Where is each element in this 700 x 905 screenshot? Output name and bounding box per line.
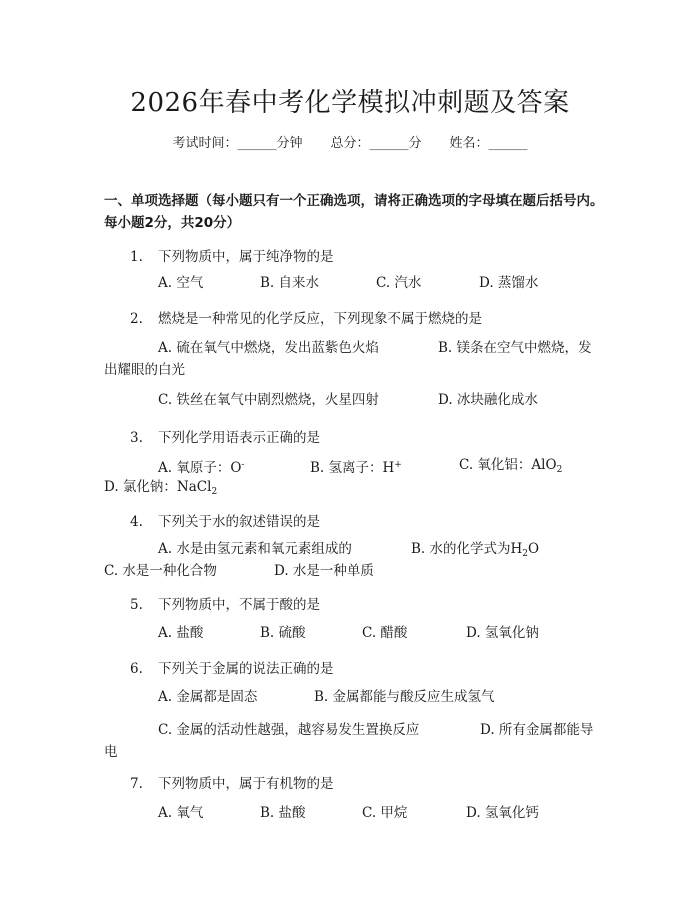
- option-a-text: A. 氧原子：O: [158, 460, 242, 476]
- superscript-plus: +: [394, 460, 402, 470]
- question-4-options: [104, 538, 604, 582]
- question-5: [130, 593, 320, 613]
- option-d-continued: 电: [104, 744, 118, 760]
- option-a: A. 盐酸: [158, 625, 204, 641]
- meta-time: 考试时间：______分钟: [172, 136, 303, 151]
- option-a: A. 金属都是固态: [158, 689, 258, 705]
- option-b-text: B. 水的化学式为H: [411, 541, 523, 557]
- option-b-continued: 出耀眼的白光: [104, 362, 185, 378]
- option-c: C. 铁丝在氧气中剧烈燃烧，火星四射: [158, 392, 379, 408]
- meta-score: 总分：______分: [330, 136, 422, 151]
- question-text: 下列关于水的叙述错误的是: [158, 514, 320, 530]
- exam-meta: [0, 132, 700, 151]
- question-number: 7.: [130, 776, 143, 792]
- option-c: C. 金属的活动性越强，越容易发生置换反应: [158, 722, 420, 738]
- option-a: A. 硫在氧气中燃烧，发出蓝紫色火焰: [158, 340, 379, 356]
- subscript-2: 2: [211, 487, 218, 497]
- option-b: B. 自来水: [260, 275, 320, 291]
- option-c: C. 水是一种化合物: [104, 563, 217, 579]
- option-d: [104, 476, 217, 503]
- question-2-options: [104, 337, 604, 411]
- question-number: 1.: [130, 249, 143, 265]
- option-c: C. 醋酸: [362, 625, 408, 641]
- superscript-minus: -: [241, 460, 245, 470]
- option-a: A. 氧气: [158, 805, 204, 821]
- question-4: [130, 510, 320, 530]
- question-1-options: [104, 272, 604, 294]
- option-b-text: B. 氢离子：H: [310, 460, 395, 476]
- question-7: [130, 772, 334, 792]
- page-title: 2026年春中考化学模拟冲刺题及答案: [130, 88, 570, 118]
- option-c: C. 汽水: [376, 275, 422, 291]
- question-6-options: [104, 686, 604, 763]
- option-a: A. 水是由氢元素和氧元素组成的: [158, 541, 352, 557]
- option-d: D. 蒸馏水: [479, 275, 539, 291]
- question-3-options: [104, 454, 604, 498]
- option-d: D. 水是一种单质: [274, 563, 374, 579]
- question-number: 4.: [130, 514, 143, 530]
- option-c: C. 甲烷: [362, 805, 408, 821]
- option-d: D. 所有金属都能导: [480, 722, 594, 738]
- subscript-2: 2: [556, 465, 563, 475]
- question-2: [130, 307, 482, 327]
- question-7-options: [104, 802, 604, 824]
- question-5-options: [104, 622, 604, 644]
- subscript-2: 2: [522, 549, 529, 559]
- question-text: 下列物质中，不属于酸的是: [158, 597, 320, 613]
- option-d: D. 冰块融化成水: [438, 392, 538, 408]
- option-d: D. 氢氧化钙: [466, 805, 539, 821]
- option-b: B. 金属都能与酸反应生成氢气: [314, 689, 495, 705]
- question-text: 燃烧是一种常见的化学反应，下列现象不属于燃烧的是: [158, 311, 482, 327]
- question-1: [130, 245, 334, 265]
- question-text: 下列物质中，属于纯净物的是: [158, 249, 334, 265]
- question-number: 3.: [130, 430, 143, 446]
- meta-name: 姓名：______: [449, 136, 528, 151]
- question-number: 2.: [130, 311, 143, 327]
- option-b: B. 硫酸: [260, 625, 306, 641]
- question-3: [130, 426, 320, 446]
- question-number: 6.: [130, 661, 143, 677]
- option-c-text: C. 氧化铝：AlO: [459, 457, 557, 473]
- option-b-text-end: O: [528, 541, 540, 557]
- option-b: B. 盐酸: [260, 805, 306, 821]
- section-heading: 一、单项选择题（每小题只有一个正确选项，请将正确选项的字母填在题后括号内。每小题2分，共20分）: [104, 193, 604, 231]
- option-d-text: D. 氯化钠：NaCl: [104, 479, 212, 495]
- option-a: A. 空气: [158, 275, 204, 291]
- question-text: 下列关于金属的说法正确的是: [158, 661, 334, 677]
- option-b: B. 镁条在空气中燃烧，发: [438, 340, 592, 356]
- question-text: 下列物质中，属于有机物的是: [158, 776, 334, 792]
- question-number: 5.: [130, 597, 143, 613]
- question-text: 下列化学用语表示正确的是: [158, 430, 320, 446]
- option-d: D. 氢氧化钠: [466, 625, 539, 641]
- question-6: [130, 657, 334, 677]
